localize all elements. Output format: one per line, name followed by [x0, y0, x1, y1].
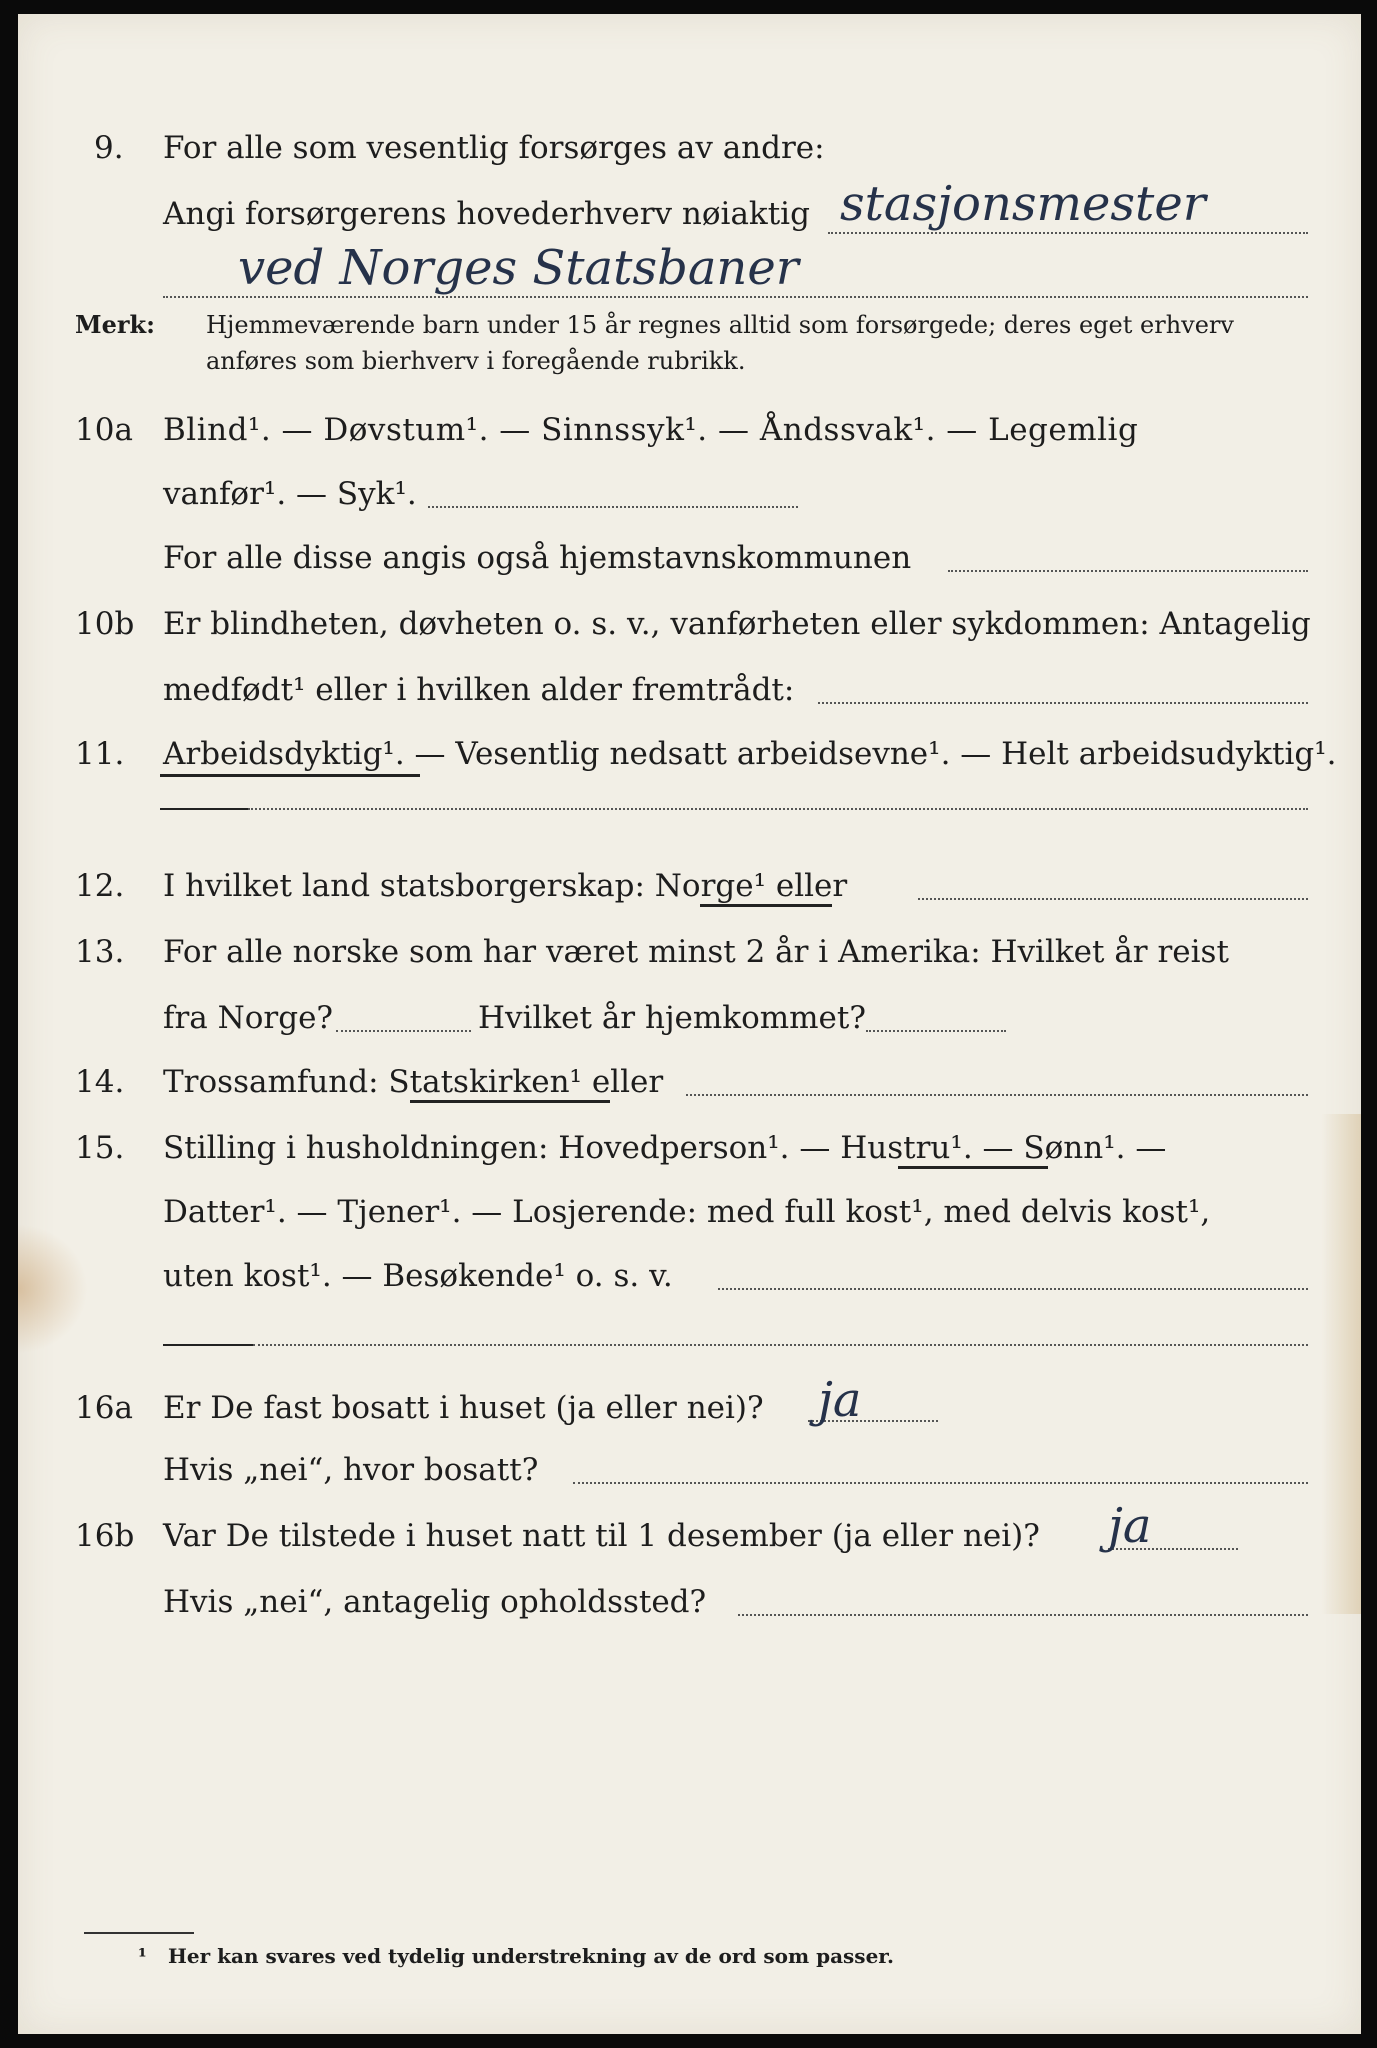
q10b-answer-line — [818, 702, 1308, 704]
q15-underline-hustru — [898, 1166, 1048, 1169]
q14-underline-statskirken — [410, 1100, 610, 1103]
q10b-number: 10b — [75, 606, 135, 642]
footnote-marker: ¹ — [138, 1944, 147, 1968]
q13-line2b: Hvilket år hjemkommet? — [478, 1000, 866, 1036]
q11-answer-line — [248, 808, 1308, 810]
q10b-line1: Er blindheten, døvheten o. s. v., vanførheten eller sykdommen: Antagelig — [163, 606, 1311, 642]
q16b-opholdssted-answer-line — [738, 1614, 1308, 1616]
q16a-line1: Er De fast bosatt i huset (ja eller nei)? — [163, 1390, 764, 1426]
q15-number: 15. — [75, 1130, 125, 1166]
q12-underline-norge — [700, 904, 832, 907]
merk-line1: Hjemmeværende barn under 15 år regnes alltid som forsørgede; deres eget erhverv — [206, 311, 1234, 339]
q9-line1: For alle som vesentlig forsørges av andre: — [163, 130, 825, 166]
q10a-line3: For alle disse angis også hjemstavnskommunen — [163, 540, 912, 576]
footnote-text: Her kan svares ved tydelig understrekning av de ord som passer. — [168, 1944, 894, 1968]
q14-answer-line — [686, 1094, 1308, 1096]
q11-line1: Arbeidsdyktig¹. — Vesentlig nedsatt arbeidsevne¹. — Helt arbeidsudyktig¹. — [163, 736, 1337, 772]
q15-answer-line2 — [253, 1344, 1308, 1346]
merk-line2: anføres som bierhverv i foregående rubrikk. — [206, 347, 746, 375]
q9-line2: Angi forsørgerens hovederhverv nøiaktig — [163, 196, 810, 232]
paper-edge-stain — [1321, 1114, 1361, 1614]
q16a-number: 16a — [75, 1390, 133, 1426]
q16a-handwritten-answer: ja — [818, 1372, 862, 1428]
q15-line1: Stilling i husholdningen: Hovedperson¹. — Hustru¹. — Sønn¹. — — [163, 1130, 1167, 1166]
q13-reist-answer-line — [336, 1030, 471, 1032]
q11-number: 11. — [75, 736, 125, 772]
q9-handwritten-answer1: stasjonsmester — [840, 176, 1206, 232]
q13-line2a: fra Norge? — [163, 1000, 334, 1036]
q16a-bosatt-answer-line — [573, 1482, 1308, 1484]
paper-stain — [18, 1224, 88, 1354]
q11-underline-arbeidsdyktig — [160, 774, 420, 777]
q12-number: 12. — [75, 868, 125, 904]
census-form-page — [18, 14, 1361, 2034]
q15-answer-line1 — [718, 1288, 1308, 1290]
q15-line2: Datter¹. — Tjener¹. — Losjerende: med full kost¹, med delvis kost¹, — [163, 1194, 1211, 1230]
q13-hjemkommet-answer-line — [866, 1030, 1006, 1032]
q9-answer-line2 — [163, 296, 1308, 298]
q10a-line2: vanfør¹. — Syk¹. — [163, 476, 417, 512]
q13-number: 13. — [75, 934, 125, 970]
footnote-rule — [84, 1932, 194, 1934]
q15-answer-stub — [163, 1344, 253, 1346]
q16a-line2: Hvis „nei“, hvor bosatt? — [163, 1452, 539, 1488]
q15-line3: uten kost¹. — Besøkende¹ o. s. v. — [163, 1258, 673, 1294]
q10b-line2: medfødt¹ eller i hvilken alder fremtrådt: — [163, 672, 795, 708]
q14-number: 14. — [75, 1064, 125, 1100]
merk-label: Merk: — [75, 310, 155, 339]
q12-answer-line — [918, 898, 1308, 900]
q16b-number: 16b — [75, 1518, 135, 1554]
q9-number: 9. — [94, 130, 124, 166]
q11-answer-stub — [160, 808, 248, 810]
q14-line1: Trossamfund: Statskirken¹ eller — [163, 1064, 664, 1100]
q16b-line1: Var De tilstede i huset natt til 1 desember (ja eller nei)? — [163, 1518, 1040, 1554]
q10a-line1: Blind¹. — Døvstum¹. — Sinnssyk¹. — Åndssvak¹. — Legemlig — [163, 412, 1139, 448]
q13-line1: For alle norske som har været minst 2 år i Amerika: Hvilket år reist — [163, 934, 1229, 970]
q16b-handwritten-answer: ja — [1108, 1498, 1152, 1554]
q10a-hjemstavn-answer-line — [948, 570, 1308, 572]
q10a-syk-answer-line — [428, 506, 798, 508]
q9-answer-line1 — [828, 232, 1308, 234]
q10a-number: 10a — [75, 412, 133, 448]
q16b-line2: Hvis „nei“, antagelig opholdssted? — [163, 1584, 707, 1620]
q9-handwritten-answer2: ved Norges Statsbaner — [238, 240, 799, 296]
q12-line1: I hvilket land statsborgerskap: Norge¹ eller — [163, 868, 848, 904]
